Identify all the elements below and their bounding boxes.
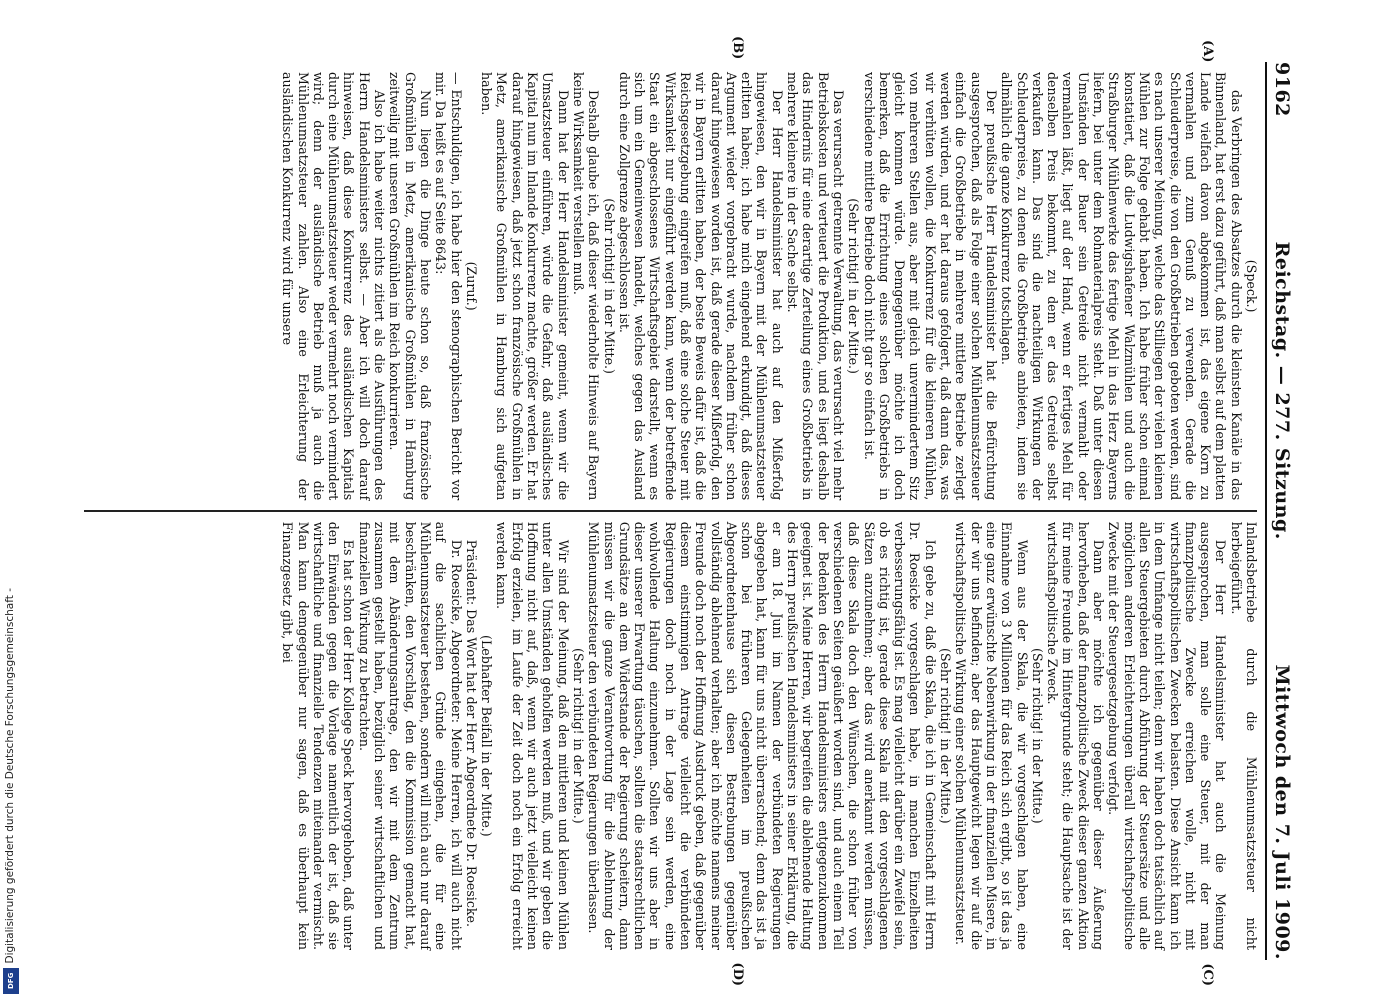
paragraph: (Sehr richtig! in der Mitte.): [601, 198, 617, 374]
paragraph: Inlandsbetriebe durch die Mühlenumsatzsteuer nicht herbeigeführt.: [1228, 521, 1259, 950]
margin-marker-d: (D): [730, 962, 745, 986]
paragraph: Der Herr Handelsminister hat auch die Meinung ausgesprochen, man solle eine Steuer, mit der man finanzpolitische Zwecke erreichen wolle, nicht mit wirtschaftspolitischen Zwecken belasten. Diese Ansicht kann ich in dem Umfange nicht teilen; denn wir haben doch tatsächlich auf allen Steuergebieten durch Abführung der Steuersätze und alle möglichen anderen Erleichterungen überall wirtschaftspolitische Zwecke mit der Steuergesetzgebung verfolgt.: [1106, 521, 1229, 950]
dfg-logo: DFG: [3, 968, 19, 994]
left-column: [84, 62, 1259, 510]
margin-marker-b: (B): [730, 36, 745, 60]
paragraph: (Lebhafter Beifall in der Mitte.): [479, 635, 495, 837]
page-header: [1265, 62, 1293, 960]
paragraph: Wir sind der Meinung, daß den mittleren und kleinen Mühlen unter allen Umständen geholfen werden muß, und wir geben die Hoffnung nicht auf, daß, wenn wir auch jetzt vielleicht keinen Erfolg erzielen, im Laufe der Zeit doch noch ein Erfolg erreicht werden kann.: [494, 521, 571, 950]
paragraph: Präsident: Das Wort hat der Herr Abgeordnete Dr. Roesicke.: [463, 539, 479, 928]
paragraph: (Sehr richtig! in der Mitte.): [846, 198, 862, 374]
paragraph: (Zuruf.): [463, 261, 479, 311]
dfg-credit-text: Digitalisierung gefördert durch die Deutsche Forschungsgemeinschaft -: [4, 588, 16, 964]
paragraph: (Speck.): [1244, 259, 1259, 313]
paragraph: (Sehr richtig! in der Mitte.): [938, 648, 954, 824]
paragraph: Der preußische Herr Handelsminister hat die Befürchtung ausgesprochen, daß als Folge einer solchen Mühlenumsatzsteuer einfach die Großbetriebe in mehrere mittlere Betriebe zerlegt werden würden, und er hat daraus gefolgert, daß dann das, was wir verhüten wollen, die Konkurrenz für die kleineren Mühlen, von mehreren Stellen aus, aber mit gleich unvermindertem Sitz gleicht kommen würde. Demgegenüber möchte ich doch bemerken, daß die Errichtung eines solchen Großbetriebs in verschiedene mittlere Betriebe doch nicht gar so einfach ist.: [861, 72, 999, 501]
paragraph: Das verursacht getrennte Verwaltung, das verursacht viel mehr Betriebskosten und verteuert die Produktion, und es liegt deshalb das Hindernis für eine derartige Zerteilung eines Großbetriebs in mehrere kleinere in der Sache selbst.: [785, 72, 846, 501]
document-page: [15, 0, 1315, 1000]
paragraph: Deshalb glaube ich, daß dieser wiederholte Hinweis auf Bayern keine Wirksamkeit verstellen muß.: [570, 72, 602, 501]
paragraph: Der Herr Handelsminister hat auch auf den Mißerfolg hingewiesen, den wir in Bayern mit der Mühlenumsatzsteuer erlitten haben; ich habe mich eingehend erkundigt, daß dieses Argument wieder vorgebracht wurde, nachdem früher schon darauf hingewiesen worden ist, daß gerade dieser Mißerfolg, den wir in Bayern erlitten haben, der beste Beweis dafür ist, daß die Reichsgesetzgebung eingreifen muß, daß eine solche Steuer mit Wirksamkeit nur eingeführt werden kann, wenn der betreffende Staat ein abgeschlossenes Wirtschaftsgebiet darstellt, wenn es sich um ein Gemeinwesen handelt, welches gegen das Ausland durch eine Zollgrenze abgeschlossen ist.: [616, 72, 785, 501]
session-date: Mittwoch den 7. Juli 1909.: [1271, 664, 1293, 960]
paragraph: Es hat schon der Herr Kollege Speck hervorgehoben, daß unter den Einwänden gegen die Vorlage namentlich der ist, daß sie wirtschaftliche und finanzielle Tendenzen miteinander vermischt. Man kann demgegenüber nur sagen, daß es überhaupt kein Finanzgesetz gibt, bei: [280, 521, 357, 950]
paragraph: Nun liegen die Dinge heute schon so, daß französische Großmühlen in Metz, amerikanische Großmühlen in Hamburg zeitweilig mit unseren Großmühlen im Reich konkurrieren.: [387, 72, 433, 501]
paragraph: Dann aber möchte ich gegenüber dieser Äußerung hervorheben, daß der finanzpolitische Zweck dieser ganzen Aktion für meine Freunde im Hintergrunde steht; die Hauptsache ist der wirtschaftspolitische Zweck.: [1045, 521, 1107, 950]
paragraph: Dann hat der Herr Handelsminister gemeint, wenn wir die Umsatzsteuer einführen, würde die Gefahr, daß ausländisches Kapital nun im Inlande Konkurrenz machte, größer werden. Er hat darauf hingewiesen, daß jetzt schon französische Großmühlen in Metz, amerikanische Großmühlen in Hamburg sich aufgetan haben.: [479, 72, 571, 501]
paragraph: Also ich habe weiter nichts zitiert als die Ausführungen des Herrn Handelsministers selbst. — Aber ich will doch darauf hinweisen, daß diese Konkurrenz des ausländischen Kapitals durch eine Mühlenumsatzsteuer weder vermehrt noch vermindert wird; denn der ausländische Betrieb muß ja auch die Mühlenumsatzsteuer zahlen. Also eine Erleichterung der ausländischen Konkurrenz wird für unsere: [280, 72, 388, 501]
page-title: Reichstag. — 277. Sitzung.: [1271, 241, 1293, 540]
paragraph: Wenn aus der Skala, die wir vorgeschlagen haben, eine Einnahme von 3 Millionen für das Reich sich ergibt, so ist das ja eine ganz erwünschte Nebenwirkung in der finanziellen Misere, in der wir uns befinden; aber das Hauptgewicht legen wir auf die wirtschaftspolitische Wirkung einer solchen Mühlenumsatzsteuer.: [953, 521, 1030, 950]
paragraph: (Sehr richtig! in der Mitte.): [570, 648, 586, 824]
right-column: [84, 512, 1259, 960]
paragraph: das Verbringen des Absatzes durch die kleinsten Kanäle in das Binnenland, hat erst dazu geführt, daß man selbst auf dem platten Lande vielfach davon abgekommen ist, das eigene Korn zu vermahlen und zum Genuß zu verwenden. Gerade die Schleuderpreise, die von den Großbetrieben geboten werden, sind es nach unserer Meinung, welche das Stilliegen der vielen kleinen Mühlen zur Folge gehabt haben. Ich habe früher schon einmal konstatiert, daß die Ludwigshafener Walzmühlen und auch die Straßburger Mühlenwerke das fertige Mehl in das Herz Bayerns liefern, bei unter dem Rohmaterialpreis steht. Daß unter diesen Umständen der Bauer sein Getreide nicht vermahlt oder vermahlen läßt, liegt auf der Hand, wenn er fertiges Mehl für denselben Preis bekommt, zu dem er das Getreide selbst verkaufen kann. Das sind die nachteiligen Wirkungen der Schleuderpreise, zu denen die Großbetriebe anbieten, indem sie allmählich die ganze Konkurrenz totschlagen.: [999, 72, 1244, 501]
page-number: 9162: [1271, 62, 1293, 117]
paragraph: Ich gebe zu, daß die Skala, die ich in Gemeinschaft mit Herrn Dr. Roesicke vorgeschlagen habe, in manchen Einzelheiten verbesserungsfähig ist. Es mag vielleicht darüber ein Zweifel sein, ob es richtig ist, gerade diese Skala mit den vorgeschlagenen Sätzen anzunehmen; aber das wird anerkannt werden müssen, daß diese Skala doch den Wünschen, die schon früher von verschiedenen Seiten geäußert worden sind, und auch einem Teil der Bedenken des Herrn Handelsministers entgegenzukommen geeignet ist. Meine Herren, wir begreifen die ablehnende Haltung des Herrn preußischen Handelsministers in seiner Erklärung, die er am 18. Juni im Namen der verbündeten Regierungen abgegeben hat, kann für uns nicht überraschend; denn das ist ja schon bei früheren Gelegenheiten im preußischen Abgeordnetenhause sich diesen Bestrebungen gegenüber vollständig ablehnend verhalten; aber ich möchte namens meiner Freunde doch noch der Hoffnung Ausdruck geben, daß gegenüber diesem einstimmigen Antrage vielleicht die verbündeten Regierungen doch noch in der Lage sein werden, eine wohlwollende Haltung einzunehmen. Sollten wir uns aber in dieser unserer Erwartung täuschen, sollten die staatsrechtlichen Grundsätze an dem Widerstande der Regierung scheitern, dann müssen wir die ganze Verantwortung für die Ablehnung der Mühlenumsatzsteuer den verbündeten Regierungen überlassen.: [586, 521, 938, 950]
text-columns: [84, 62, 1259, 960]
paragraph: Dr. Roesicke, Abgeordneter: Meine Herren, ich will auch nicht auf die sachlichen Gründe eingehen, die für eine Mühlenumsatzsteuer bestehen, sondern will mich auch nur darauf beschränken, den Vorschlag, den die Kommission gemacht hat, mit dem Abänderungsantrage, den wir mit dem Zentrum zusammen gestellt haben, bezüglich seiner wirtschaftlichen und finanziellen Wirkung zu betrachten.: [356, 521, 464, 950]
margin-marker-c: (C): [1200, 963, 1215, 986]
paragraph: — Entschuldigen, ich habe hier den stenographischen Bericht vor mir. Da heißt es auf Seite 8643:: [433, 72, 464, 501]
margin-marker-a: (A): [1200, 40, 1215, 63]
paragraph: (Sehr richtig! in der Mitte.): [1029, 648, 1045, 824]
